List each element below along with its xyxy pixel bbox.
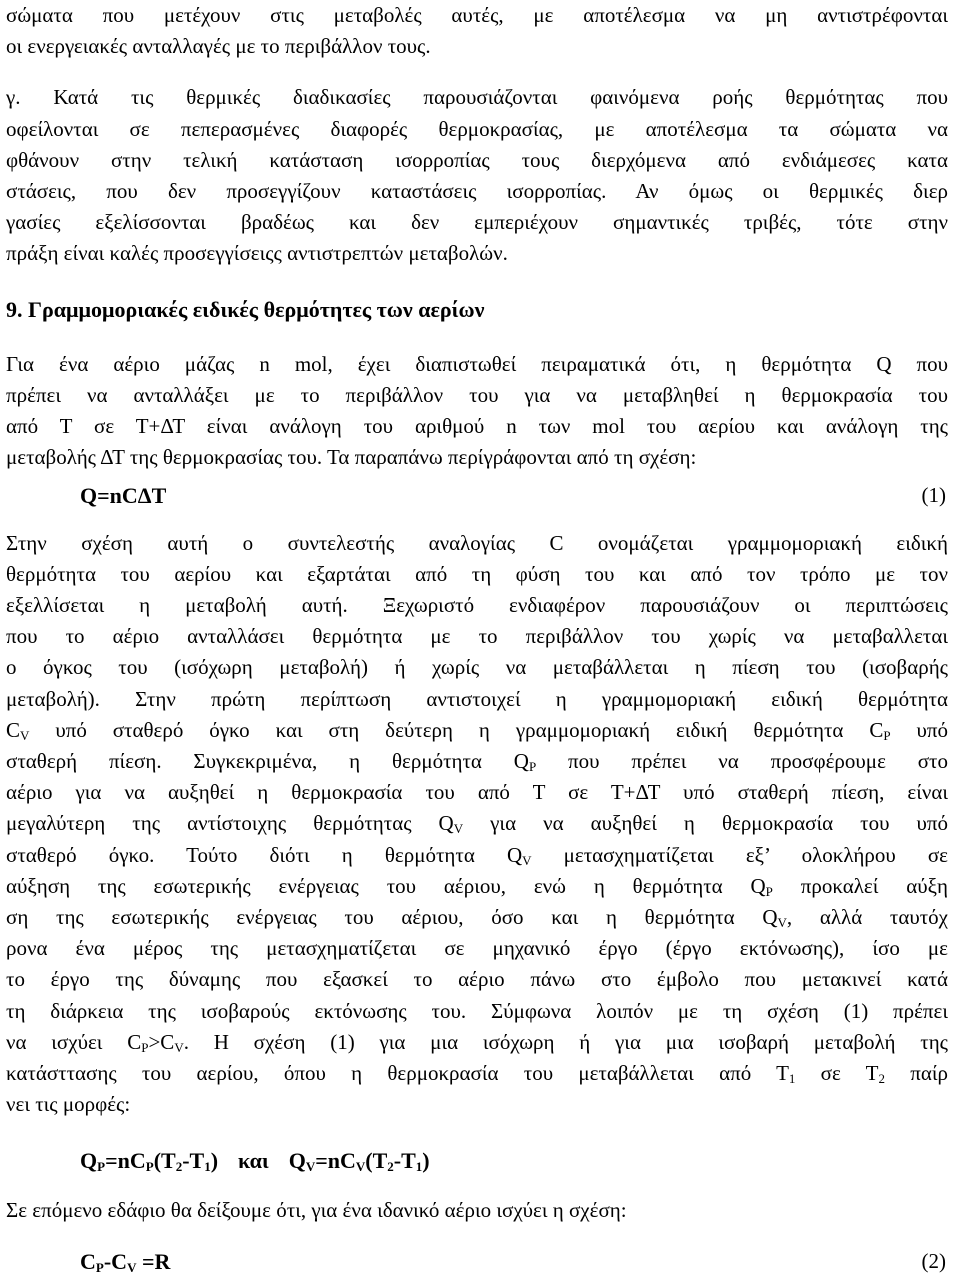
- equation-1-number: (1): [921, 482, 946, 507]
- text-line: αέριο για να αυξηθεί η θερμοκρασία του από Τ σε Τ+ΔΤ υπό σταθερή πίεση, είναι: [6, 780, 948, 805]
- text-line: σώματα που μετέχουν στις μεταβολές αυτές, με αποτέλεσμα να μη αντιστρέφονται: [6, 3, 948, 27]
- text-line: μεγαλύτερη της αντίστοιχης θερμότητας $Q_V$ για να αυξηθεί η θερμοκρασία του υπό: [6, 811, 948, 837]
- text-line: αύξηση της εσωτερικής ενέργειας του αέριου, ενώ η θερμότητα $Q_P$ προκαλεί αύξη: [6, 873, 948, 899]
- text-line: μεταβολής ΔΤ της θερμοκρασίας του. Τα παραπάνω περίγράφονται από τη σχέση:: [6, 445, 697, 470]
- text-line: στάσεις, που δεν προσεγγίζουν καταστάσεις ισορροπίας. Αν όμως οι θερμικές διερ: [6, 179, 948, 204]
- equation-forms: [6, 1139, 948, 1179]
- text-line: Για ένα αέριο μάζας n mol, έχει διαπιστωθεί πειραματικά ότι, η θερμότητα Q που: [6, 351, 948, 376]
- text-line: το έργο της δύναμης που εξασκεί το αέριο πάνω στο έμβολο που μετακινεί κατά: [6, 967, 948, 992]
- text-line: γασίες εξελίσσονται βραδέως και δεν εμπεριέχουν σημαντικές τριβές, τότε στην: [6, 210, 948, 235]
- text-line: μεταβολή). Στην πρώτη περίπτωση αντιστοιχεί η γραμμομοριακή ειδική θερμότητα: [6, 686, 948, 711]
- text-line: Σε επόμενο εδάφιο θα δείξουμε ότι, για ένα ιδανικό αέριο ισχύει η σχέση:: [6, 1197, 627, 1222]
- text-line: ση της εσωτερικής ενέργειας του αέριου, όσο και η θερμότητα $Q_V$, αλλά ταυτόχ: [6, 905, 949, 931]
- text-line: κατάσττασης του αερίου, όπου η θερμοκρασία του μεταβάλλεται από $T_1$ σε $T_2$ παίρ: [6, 1061, 949, 1087]
- equation-forms-expression: $Q_P=nC_P(T_2-T_1)$ και $Q_V=nC_V(T_2-T_1)$: [80, 1147, 430, 1174]
- text-line: σταθερή πίεση. Συγκεκριμένα, η θερμότητα $Q_P$ που πρέπει να προσφέρουμε στο: [6, 749, 948, 775]
- intro-paragraph: [6, 0, 948, 62]
- equation-2: [6, 1240, 948, 1280]
- text-line: σταθερό όγκο. Τούτο διότι η θερμότητα $Q_V$ μετασχηματίζεται εξ’ ολοκλήρου σε: [6, 842, 948, 868]
- text-line: πράξη είναι καλές προσεγγίσειςς αντιστρεπτών μεταβολών.: [6, 241, 508, 266]
- equation-2-number: (2): [921, 1248, 946, 1273]
- item-g-paragraph: [6, 82, 948, 269]
- text-line: $C_V$ υπό σταθερό όγκο και στη δεύτερη η γραμμομοριακή ειδική θερμότητα $C_P$ υπό: [6, 717, 949, 743]
- text-line: νει τις μορφές:: [6, 1092, 131, 1117]
- paragraph-3: [6, 1195, 948, 1226]
- text-line: φθάνουν στην τελική κατάσταση ισορροπίας τους διερχόμενα από ενδιάμεσες κατα: [6, 147, 948, 172]
- text-line: Στην σχέση αυτή ο συντελεστής αναλογίας C ονομάζεται γραμμομοριακή ειδική: [6, 530, 948, 555]
- document-page: [6, 0, 948, 1280]
- equation-1-expression: Q=nCΔT: [80, 482, 167, 508]
- paragraph-2: [6, 528, 948, 1121]
- text-line: που το αέριο ανταλλάσει θερμότητα με το περιβάλλον του χωρίς να μεταβαλλεται: [6, 624, 948, 649]
- text-line: τη διάρκεια της ισοβαρούς εκτόνωσης του. Σύμφωνα λοιπόν με τη σχέση (1) πρέπει: [6, 998, 948, 1023]
- text-line: ρονα ένα μέρος της μετασχηματίζεται σε μηχανικό έργο (έργο εκτόνωσης), ίσο με: [6, 936, 948, 961]
- text-line: γ. Κατά τις θερμικές διαδικασίες παρουσιάζονται φαινόμενα ροής θερμότητας που: [6, 85, 948, 110]
- text-line: οφείλονται σε πεπερασμένες διαφορές θερμοκρασίας, με αποτέλεσμα τα σώματα να: [6, 116, 948, 141]
- text-line: ο όγκος του (ισόχωρη μεταβολή) ή χωρίς να μεταβάλλεται η πίεση του (ισοβαρής: [6, 655, 948, 680]
- section-heading: 9. Γραμμομοριακές ειδικές θερμότητες των αερίων: [6, 296, 485, 322]
- text-line: οι ενεργειακές ανταλλαγές με το περιβάλλον τους.: [6, 34, 431, 59]
- equation-2-expression: $C_P-C_V =R$: [80, 1248, 171, 1275]
- equation-1: [6, 474, 948, 514]
- text-line: θερμότητα του αερίου και εξαρτάται από τη φύση του και από τον τρόπο με τον: [6, 561, 948, 586]
- text-line: από Τ σε Τ+ΔΤ είναι ανάλογη του αριθμού n των mol του αερίου και ανάλογη της: [6, 414, 948, 439]
- text-line: να ισχύει $C_P>C_V$. Η σχέση (1) για μια ισόχωρη ή για μια ισοβαρή μεταβολή της: [6, 1029, 948, 1055]
- text-line: εξελλίσεται η μεταβολή αυτή. Ξεχωριστό ενδιαφέρον παρουσιάζουν οι περιπτώσεις: [6, 593, 948, 618]
- text-line: πρέπει να ανταλλάξει με το περιβάλλον του για να μεταβληθεί η θερμοκρασία του: [6, 383, 948, 408]
- paragraph-1: [6, 349, 948, 474]
